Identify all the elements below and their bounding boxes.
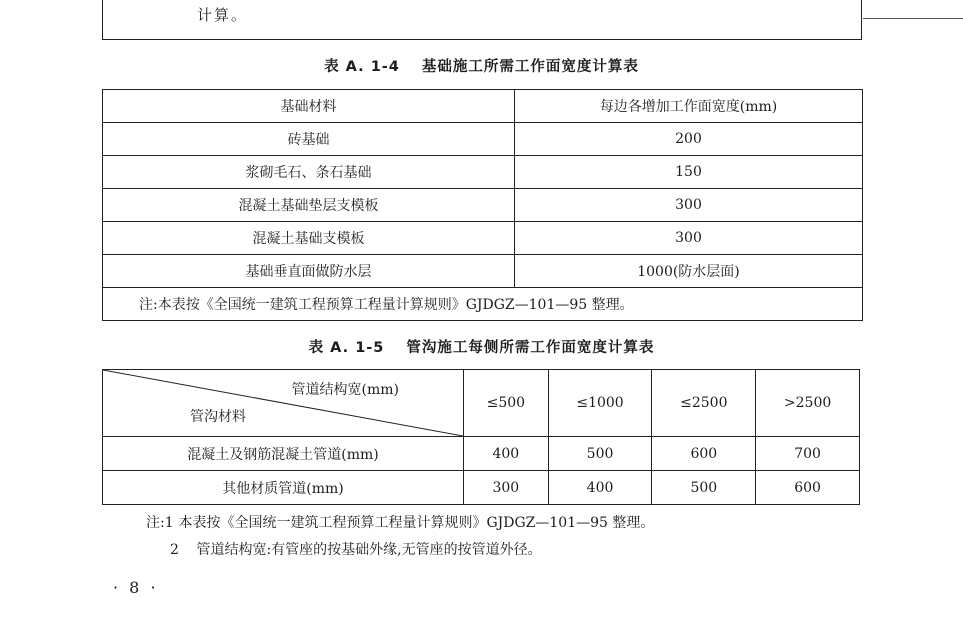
diagonal-line [103, 370, 463, 436]
table-header-row [103, 370, 860, 437]
table-cell: 150 [515, 156, 863, 189]
table-a15 [102, 369, 860, 505]
table-cell: 200 [515, 123, 863, 156]
divider-line [863, 18, 963, 19]
table-row [103, 156, 863, 189]
table-a14 [102, 89, 863, 321]
table-cell: 砖基础 [103, 123, 515, 156]
table-a14-caption [0, 55, 963, 76]
table-note-row [103, 288, 863, 321]
table-row [103, 222, 863, 255]
table-cell: 300 [515, 222, 863, 255]
table-a15-note-1 [146, 512, 654, 532]
page-number: · 8 · [113, 578, 159, 597]
header-cell: 基础材料 [103, 90, 515, 123]
table-cell: 600 [756, 471, 860, 505]
table-cell: 混凝土基础垫层支模板 [103, 189, 515, 222]
diagonal-header-cell [103, 370, 464, 437]
header-cell: ≤500 [464, 370, 549, 437]
table-a14-number: 表 A. 1-4 [324, 59, 400, 75]
header-cell: 每边各增加工作面宽度(mm) [515, 90, 863, 123]
table-cell: 基础垂直面做防水层 [103, 255, 515, 288]
table-a15-title: 管沟施工每侧所需工作面宽度计算表 [406, 340, 655, 356]
note-text: 本表按《全国统一建筑工程预算工程量计算规则》GJDGZ—101—95 整理。 [178, 515, 655, 531]
previous-table-text: 计算。 [197, 6, 249, 24]
table-row [103, 437, 860, 471]
note-prefix: 2 [170, 542, 179, 558]
table-header-row [103, 90, 863, 123]
table-cell: 浆砌毛石、条石基础 [103, 156, 515, 189]
table-cell: 300 [515, 189, 863, 222]
table-row [103, 471, 860, 505]
table-cell: 混凝土基础支模板 [103, 222, 515, 255]
row-label: 其他材质管道(mm) [103, 471, 464, 505]
table-cell: 500 [652, 471, 756, 505]
header-trench-material-label: 管沟材料 [190, 409, 246, 425]
table-row [103, 255, 863, 288]
table-a15-caption [0, 336, 963, 357]
header-cell: ≤2500 [652, 370, 756, 437]
table-cell: 600 [652, 437, 756, 471]
table-a15-number: 表 A. 1-5 [308, 340, 385, 356]
table-note: 注:本表按《全国统一建筑工程预算工程量计算规则》GJDGZ—101—95 整理。 [103, 288, 863, 321]
previous-table-tail [102, 0, 862, 40]
table-a14-title: 基础施工所需工作面宽度计算表 [421, 59, 639, 75]
table-cell: 400 [464, 437, 549, 471]
table-cell: 500 [548, 437, 652, 471]
row-label: 混凝土及钢筋混凝土管道(mm) [103, 437, 464, 471]
table-row [103, 189, 863, 222]
table-a15-note-2 [170, 539, 542, 559]
table-row [103, 123, 863, 156]
header-pipe-width-label: 管道结构宽(mm) [291, 382, 399, 398]
header-cell: ≤1000 [548, 370, 652, 437]
header-cell: >2500 [756, 370, 860, 437]
note-prefix: 注:1 [146, 515, 174, 531]
table-cell: 300 [464, 471, 549, 505]
table-cell: 400 [548, 471, 652, 505]
table-cell: 1000(防水层面) [515, 255, 863, 288]
table-cell: 700 [756, 437, 860, 471]
note-text: 管道结构宽:有管座的按基础外缘,无管座的按管道外径。 [196, 542, 542, 558]
